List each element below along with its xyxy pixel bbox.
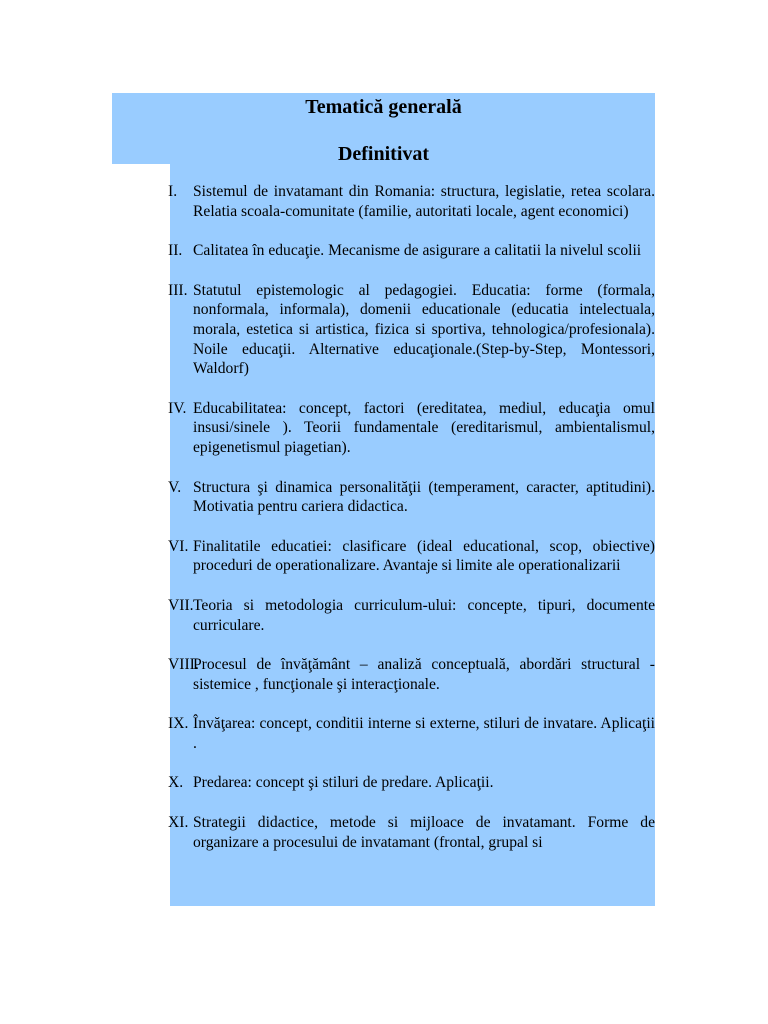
topics-list xyxy=(168,182,655,872)
topic-number: II. xyxy=(168,242,183,260)
topic-item-10 xyxy=(168,773,655,793)
topic-number: III. xyxy=(168,281,188,299)
topic-text: Statutul epistemologic al pedagogiei. Educatia: forme (formala, nonformala, informala), domenii educationale (educatia intelectuala, morala, estetica si artistica, fizica si sportiva, tehnologica/profesionala). Noile educaţii. Alternative educaţionale.(Step-by-Step, Montessori, Waldorf) xyxy=(193,281,655,378)
topic-number: I. xyxy=(168,183,178,200)
topic-text: Strategii didactice, metode si mijloace de invatamant. Forme de organizare a procesului de invatamant (frontal, grupal si xyxy=(193,814,655,851)
topic-item-7 xyxy=(168,596,655,635)
topic-item-5 xyxy=(168,478,655,517)
topic-item-6 xyxy=(168,537,655,576)
topic-number: XI. xyxy=(168,814,189,832)
topic-text: Învăţarea: concept, conditii interne si externe, stiluri de invatare. Aplicaţii . xyxy=(193,715,655,752)
topic-text: Predarea: concept şi stiluri de predare. Aplicaţii. xyxy=(193,774,494,792)
topic-number: VIII. xyxy=(168,656,199,674)
document-subtitle: Definitivat xyxy=(337,143,430,165)
topic-text: Finalitatile educatiei: clasificare (ideal educational, scop, obiective) proceduri de operationalizare. Avantaje si limite ale operationalizarii xyxy=(193,537,655,575)
topic-text: Teoria si metodologia curriculum-ului: concepte, tipuri, documente curriculare. xyxy=(193,596,655,634)
topic-number: IV. xyxy=(168,399,187,417)
topic-text: Procesul de învăţământ – analiză conceptuală, abordări structural -sistemice , funcţionale şi interacţionale. xyxy=(193,656,655,693)
topic-text: Educabilitatea: concept, factori (ereditatea, mediul, educaţia omul insusi/sinele ). Teorii fundamentale (ereditarismul, ambientalismul, epigenetismul piagetian). xyxy=(193,399,655,456)
topic-text: Calitatea în educaţie. Mecanisme de asigurare a calitatii la nivelul scolii xyxy=(193,242,642,260)
topic-item-8 xyxy=(168,655,655,694)
topic-number: VII. xyxy=(168,596,194,614)
topic-text: Structura şi dinamica personalităţii (temperament, caracter, aptitudini). Motivatia pentru cariera didactica. xyxy=(193,478,655,516)
topic-number: V. xyxy=(168,478,182,496)
topic-item-1 xyxy=(168,182,655,221)
topic-item-3 xyxy=(168,281,655,379)
topics-container xyxy=(168,93,655,906)
topic-item-2 xyxy=(168,241,655,261)
topic-number: X. xyxy=(168,774,184,792)
topic-item-9 xyxy=(168,714,655,753)
topic-item-4 xyxy=(168,399,655,458)
topic-number: IX. xyxy=(168,715,189,733)
topic-item-11 xyxy=(168,813,655,852)
topic-text: Sistemul de invatamant din Romania: structura, legislatie, retea scolara. Relatia scoala-comunitate (familie, autoritati locale, agent economici) xyxy=(193,183,655,220)
topic-number: VI. xyxy=(168,537,189,555)
document-title: Tematică generală xyxy=(305,96,462,118)
